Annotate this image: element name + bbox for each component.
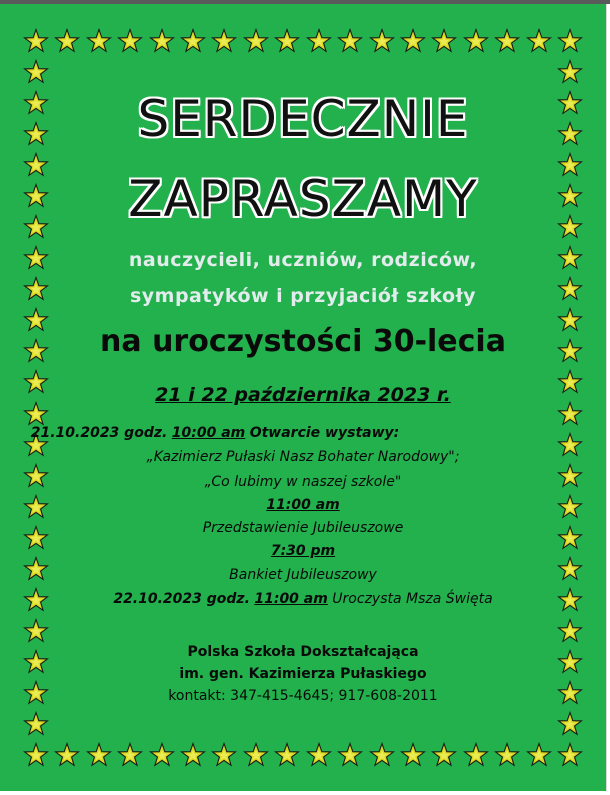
day1-date: 21.10.2023 godz. bbox=[30, 425, 168, 441]
event-dates: 21 i 22 października 2023 r. bbox=[155, 384, 451, 406]
program-day2 bbox=[0, 591, 606, 607]
title-line-1: SERDECZNIE bbox=[137, 90, 469, 148]
invitation-poster bbox=[0, 4, 607, 791]
event-2: Przedstawienie Jubileuszowe bbox=[202, 520, 404, 536]
title-line-2: ZAPRASZAMY bbox=[128, 170, 478, 228]
day2-event: Uroczysta Msza Święta bbox=[332, 591, 493, 607]
guests-line-1: nauczycieli, uczniów, rodziców, bbox=[128, 249, 478, 271]
day1-time: 10:00 am bbox=[171, 425, 246, 441]
poster-content bbox=[0, 4, 606, 791]
day2-time: 11:00 am bbox=[254, 591, 328, 607]
exhibit-2: „Co lubimy w naszej szkole" bbox=[204, 474, 402, 490]
exhibit-1: „Kazimierz Pułaski Nasz Bohater Narodowy"; bbox=[146, 449, 460, 465]
organizer-line-2: im. gen. Kazimierza Pułaskiego bbox=[179, 666, 427, 682]
event-3: Bankiet Jubileuszowy bbox=[229, 567, 377, 583]
program-day1 bbox=[0, 425, 518, 441]
occasion-heading: na uroczystości 30-lecia bbox=[100, 324, 506, 359]
day2-date: 22.10.2023 godz. bbox=[113, 591, 250, 607]
time-2: 11:00 am bbox=[266, 497, 340, 513]
time-3: 7:30 pm bbox=[270, 543, 336, 559]
contact-info: kontakt: 347-415-4645; 917-608-2011 bbox=[168, 688, 438, 704]
guests-line-2: sympatyków i przyjaciół szkoły bbox=[129, 285, 477, 307]
day1-event: Otwarcie wystawy: bbox=[249, 425, 400, 441]
organizer-line-1: Polska Szkoła Dokształcająca bbox=[187, 644, 419, 660]
